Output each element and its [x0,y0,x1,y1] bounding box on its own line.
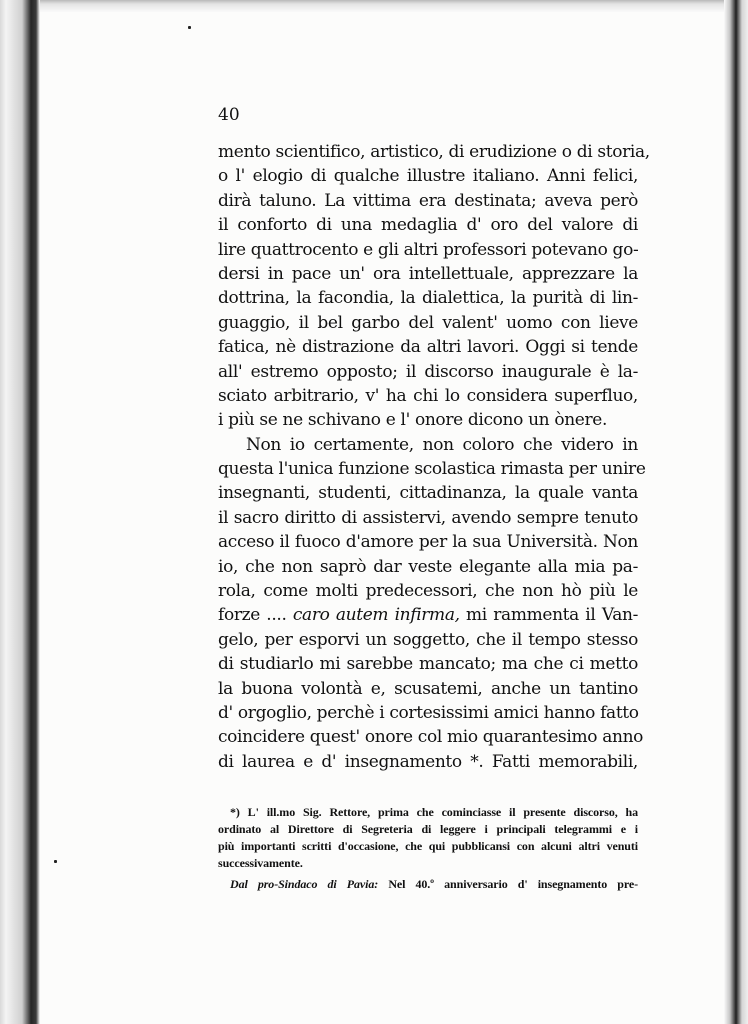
text-line: acceso il fuoco d'amore per la sua Università. Non [218,532,638,553]
text-segment: forze .... [218,605,293,626]
scan-speck [188,26,191,29]
text-line: i più se ne schivano e l' onore dicono un ònere. [218,410,608,431]
text-line: dirà taluno. La vittima era destinata; aveva però [218,190,638,211]
body-text [218,140,650,774]
footnote-line: ordinato al Direttore di Segreteria di leggere i principali telegrammi e i [218,822,638,836]
text-line: di laurea e d' insegnamento *. Fatti memorabili, [218,751,638,772]
text-line: dersi in pace un' ora intellettuale, apprezzare la [218,263,638,284]
footnote-line: *) L' ill.mo Sig. Rettore, prima che cominciasse il presente discorso, ha [230,805,638,819]
latin-quote: caro autem infirma, [292,605,460,626]
text-line: il sacro diritto di assistervi, avendo sempre tenuto [218,507,638,528]
footnote-lead: Dal pro-Sindaco di Pavia: [230,877,379,891]
text-line: o l' elogio di qualche illustre italiano. Anni felici, [218,166,638,187]
text-line: guaggio, il bel garbo del valent' uomo con lieve [218,312,638,333]
text-line: questa l'unica funzione scolastica rimasta per unire [218,459,646,480]
scan-speck [54,860,57,863]
footnote-line [218,876,638,893]
footnote-text: Nel 40.º anniversario d' insegnamento pre- [378,877,638,891]
text-line: mento scientifico, artistico, di erudizione o di storia, [218,142,650,162]
text-line: fatica, nè distrazione da altri lavori. Oggi si tende [218,337,638,358]
text-line: all' estremo opposto; il discorso inaugurale è la- [218,361,638,382]
text-line: insegnanti, studenti, cittadinanza, la quale vanta [218,483,638,504]
text-segment: mi rammenta il Van- [459,605,638,626]
text-line: Non io certamente, non coloro che videro in [246,434,638,455]
text-line: la buona volontà e, scusatemi, anche un tantino [218,678,638,699]
text-line [218,603,638,627]
page-number: 40 [218,105,240,125]
text-line: sciato arbitrario, v' ha chi lo considera superfluo, [218,385,638,406]
text-line: rola, come molti predecessori, che non hò più le [218,581,638,602]
footnote [218,804,638,893]
text-line: gelo, per esporvi un soggetto, che il tempo stesso [218,629,638,650]
scan-right-edge [724,0,748,1024]
footnote-line: successivamente. [218,856,303,870]
text-line: dottrina, la facondia, la dialettica, la purità di lin- [218,288,638,309]
text-line: d' orgoglio, perchè i cortesissimi amici hanno fatto [218,702,639,723]
text-line: lire quattrocento e gli altri professori potevano go- [218,239,639,260]
footnote-line: più importanti scritti d'occasione, che qui pubblicansi con alcuni altri venuti [218,839,638,853]
text-line: di studiarlo mi sarebbe mancato; ma che ci metto [218,654,638,675]
scan-binding-edge [0,0,40,1024]
text-line: coincidere quest' onore col mio quarantesimo anno [218,727,644,748]
text-line: il conforto di una medaglia d' oro del valore di [218,215,638,236]
text-line: io, che non saprò dar veste elegante alla mia pa- [218,556,638,577]
scan-top-edge [40,0,724,12]
